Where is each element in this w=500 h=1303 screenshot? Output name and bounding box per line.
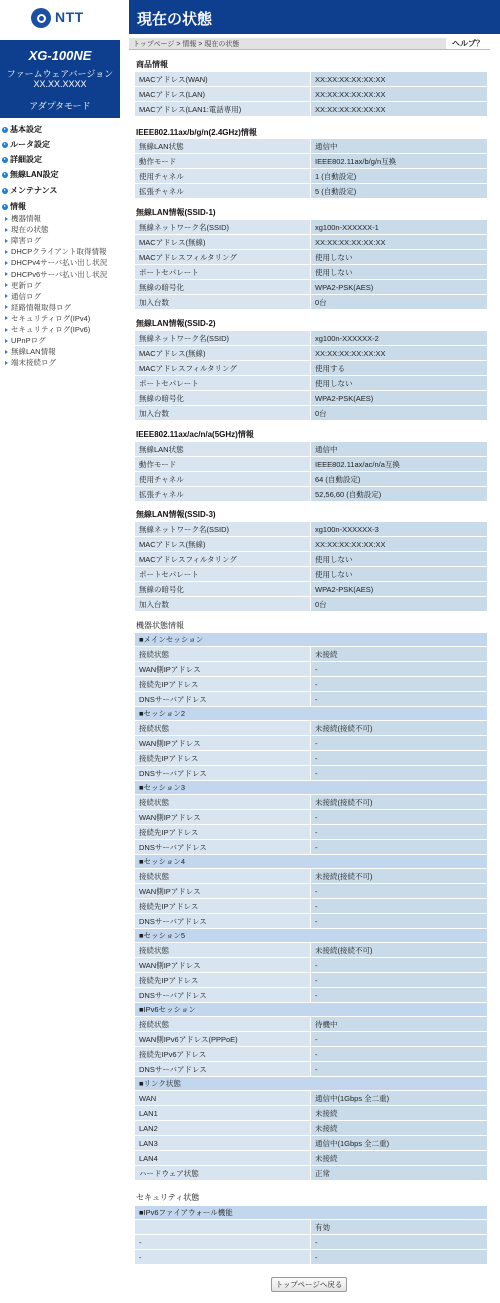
submenu-label: 無線LAN情報 <box>11 347 56 357</box>
submenu-label: 通信ログ <box>11 291 41 301</box>
row-value: 通信中 <box>311 442 488 457</box>
row-label: LAN1 <box>135 1106 311 1121</box>
row-value: XX:XX:XX:XX:XX:XX <box>311 537 488 552</box>
row-value: - <box>311 1250 488 1265</box>
row-label: WAN <box>135 1091 311 1106</box>
subsection-header-row <box>135 1206 488 1220</box>
logo-text: NTT <box>55 9 84 25</box>
row-value: 使用しない <box>311 567 488 582</box>
row-label: 接続先IPアドレス <box>135 825 311 840</box>
row-value: 通信中(1Gbps 全二重) <box>311 1091 488 1106</box>
triangle-right-icon <box>5 272 8 276</box>
section-title: セキュリティ状態 <box>136 1193 200 1202</box>
row-label: 加入台数 <box>135 295 311 310</box>
row-value: 未接続 <box>311 647 488 662</box>
row-label: 使用チャネル <box>135 472 311 487</box>
menu-wireless-settings[interactable] <box>2 169 58 180</box>
row-value: 未接続 <box>311 1151 488 1166</box>
table-row <box>135 376 488 391</box>
row-label: 動作モード <box>135 457 311 472</box>
table-row <box>135 958 488 973</box>
table-row <box>135 1250 488 1265</box>
table-row <box>135 795 488 810</box>
menu-label: メンテナンス <box>10 186 58 195</box>
table-row <box>135 692 488 707</box>
table-row <box>135 1166 488 1181</box>
table-row <box>135 522 488 537</box>
row-label: WAN側IPアドレス <box>135 736 311 751</box>
row-value: - <box>311 766 488 781</box>
row-label: WAN側IPアドレス <box>135 662 311 677</box>
row-label: ハードウェア状態 <box>135 1166 311 1181</box>
table-row <box>135 677 488 692</box>
row-label: 接続先IPアドレス <box>135 973 311 988</box>
submenu-item[interactable] <box>5 335 46 346</box>
triangle-right-icon <box>5 294 8 298</box>
status-table <box>134 330 488 421</box>
table-row <box>135 1235 488 1250</box>
table-row <box>135 472 488 487</box>
table-row <box>135 331 488 346</box>
row-value: XX:XX:XX:XX:XX:XX <box>311 102 488 117</box>
row-label: 拡張チャネル <box>135 487 311 502</box>
submenu-item[interactable] <box>5 213 41 224</box>
row-value: 通信中 <box>311 139 488 154</box>
triangle-right-icon <box>5 239 8 243</box>
row-label: 無線LAN状態 <box>135 139 311 154</box>
row-value: 使用しない <box>311 376 488 391</box>
row-label <box>135 1220 311 1235</box>
row-value: 未接続 <box>311 1121 488 1136</box>
table-row <box>135 72 488 87</box>
row-label: 拡張チャネル <box>135 184 311 199</box>
help-link[interactable]: ヘルプ？ <box>446 38 490 49</box>
table-row <box>135 184 488 199</box>
row-value: 未接続(接続不可) <box>311 869 488 884</box>
row-label: 加入台数 <box>135 597 311 612</box>
row-value: - <box>311 825 488 840</box>
row-label: WAN側IPv6アドレス(PPPoE) <box>135 1032 311 1047</box>
row-label: DNSサーバアドレス <box>135 914 311 929</box>
table-row <box>135 721 488 736</box>
subsection-header-row <box>135 1077 488 1091</box>
menu-label: 無線LAN設定 <box>10 170 59 179</box>
table-row <box>135 265 488 280</box>
section-title: 無線LAN情報(SSID-2) <box>136 319 216 328</box>
table-row <box>135 582 488 597</box>
row-value: XX:XX:XX:XX:XX:XX <box>311 235 488 250</box>
row-value: - <box>311 958 488 973</box>
row-value: 未接続 <box>311 1106 488 1121</box>
table-row <box>135 567 488 582</box>
submenu-item[interactable] <box>5 291 41 302</box>
row-value: - <box>311 840 488 855</box>
row-label: WAN側IPアドレス <box>135 958 311 973</box>
row-label: 接続先IPv6アドレス <box>135 1047 311 1062</box>
menu-router-settings[interactable] <box>2 139 50 150</box>
submenu-item[interactable] <box>5 357 56 368</box>
submenu-label: 現在の状態 <box>11 225 49 235</box>
row-label: LAN2 <box>135 1121 311 1136</box>
row-label: MACアドレスフィルタリング <box>135 552 311 567</box>
row-label: 接続先IPアドレス <box>135 899 311 914</box>
submenu-item[interactable] <box>5 235 41 246</box>
row-value: xg100n-XXXXXX-2 <box>311 331 488 346</box>
table-row <box>135 1062 488 1077</box>
menu-label: ルータ設定 <box>10 140 50 149</box>
table-row <box>135 442 488 457</box>
row-label: 接続先IPアドレス <box>135 751 311 766</box>
table-row <box>135 1121 488 1136</box>
subsection-header-row <box>135 1003 488 1017</box>
row-label: 接続状態 <box>135 943 311 958</box>
row-value: 52,56,60 (自動設定) <box>311 487 488 502</box>
table-row <box>135 840 488 855</box>
submenu-label: セキュリティログ(IPv4) <box>11 313 91 323</box>
row-label: DNSサーバアドレス <box>135 988 311 1003</box>
submenu-item[interactable] <box>5 257 107 268</box>
table-row <box>135 810 488 825</box>
arrow-circle-icon <box>2 127 8 133</box>
table-row <box>135 869 488 884</box>
row-value: 64 (自動設定) <box>311 472 488 487</box>
row-label: MACアドレス(LAN1:電話専用) <box>135 102 311 117</box>
table-row <box>135 235 488 250</box>
row-label: MACアドレスフィルタリング <box>135 361 311 376</box>
row-value: - <box>311 988 488 1003</box>
submenu-item[interactable] <box>5 224 49 235</box>
firmware-version: XX.XX.XXXX <box>33 79 87 89</box>
submenu-item[interactable] <box>5 269 107 280</box>
menu-label: 基本設定 <box>10 125 42 134</box>
page-header <box>129 0 500 34</box>
submenu-item[interactable] <box>5 346 56 357</box>
row-value: - <box>311 1235 488 1250</box>
row-value: - <box>311 692 488 707</box>
row-value: 使用しない <box>311 552 488 567</box>
row-value: WPA2-PSK(AES) <box>311 582 488 597</box>
row-value: 未接続(接続不可) <box>311 795 488 810</box>
row-value: 正常 <box>311 1166 488 1181</box>
triangle-right-icon <box>5 316 8 320</box>
triangle-right-icon <box>5 250 8 254</box>
table-row <box>135 1151 488 1166</box>
row-label: 無線LAN状態 <box>135 442 311 457</box>
row-value: 未接続(接続不可) <box>311 721 488 736</box>
table-row <box>135 884 488 899</box>
row-value: 使用しない <box>311 265 488 280</box>
row-label: 接続状態 <box>135 795 311 810</box>
row-value: - <box>311 884 488 899</box>
row-label: DNSサーバアドレス <box>135 766 311 781</box>
arrow-circle-icon <box>2 188 8 194</box>
table-row <box>135 597 488 612</box>
subsection-header: ■セッション2 <box>135 707 488 721</box>
submenu-label: DHCPv6サーバ払い出し状況 <box>11 269 108 279</box>
section-title: IEEE802.11ax/b/g/n(2.4GHz)情報 <box>136 128 257 137</box>
row-value: - <box>311 1032 488 1047</box>
table-row <box>135 1220 488 1235</box>
row-label: MACアドレス(WAN) <box>135 72 311 87</box>
row-value: 有効 <box>311 1220 488 1235</box>
table-row <box>135 457 488 472</box>
row-label: 接続状態 <box>135 647 311 662</box>
table-row <box>135 914 488 929</box>
row-value: 1 (自動設定) <box>311 169 488 184</box>
subsection-header: ■セッション5 <box>135 929 488 943</box>
row-label: MACアドレス(LAN) <box>135 87 311 102</box>
subsection-header-row <box>135 707 488 721</box>
row-label: WAN側IPアドレス <box>135 810 311 825</box>
row-label: 無線ネットワーク名(SSID) <box>135 522 311 537</box>
section-title: 商品情報 <box>136 60 168 69</box>
triangle-right-icon <box>5 261 8 265</box>
submenu-label: 更新ログ <box>11 280 41 290</box>
row-label: - <box>135 1250 311 1265</box>
table-row <box>135 537 488 552</box>
row-value: - <box>311 810 488 825</box>
row-label: 無線ネットワーク名(SSID) <box>135 331 311 346</box>
row-label: MACアドレス(無線) <box>135 235 311 250</box>
triangle-right-icon <box>5 283 8 287</box>
row-label: DNSサーバアドレス <box>135 1062 311 1077</box>
table-row <box>135 647 488 662</box>
row-value: 5 (自動設定) <box>311 184 488 199</box>
table-row <box>135 1047 488 1062</box>
section-title: 無線LAN情報(SSID-1) <box>136 208 216 217</box>
row-label: MACアドレス(無線) <box>135 537 311 552</box>
table-row <box>135 736 488 751</box>
submenu-label: DHCPv4サーバ払い出し状況 <box>11 258 108 268</box>
row-label: MACアドレス(無線) <box>135 346 311 361</box>
section-title: 機器状態情報 <box>136 621 184 630</box>
table-row <box>135 102 488 117</box>
menu-maintenance[interactable] <box>2 185 57 196</box>
subsection-header-row <box>135 633 488 647</box>
row-value: - <box>311 1047 488 1062</box>
arrow-circle-icon <box>2 172 8 178</box>
row-label: DNSサーバアドレス <box>135 692 311 707</box>
row-value: IEEE802.11ax/ac/n/a互換 <box>311 457 488 472</box>
row-label: 接続状態 <box>135 721 311 736</box>
row-value: 0台 <box>311 597 488 612</box>
row-value: - <box>311 751 488 766</box>
subsection-header: ■IPv6セッション <box>135 1003 488 1017</box>
row-label: 接続先IPアドレス <box>135 677 311 692</box>
submenu-label: 障害ログ <box>11 236 41 246</box>
menu-label: 詳細設定 <box>10 155 42 164</box>
status-table <box>134 1205 488 1265</box>
row-label: 加入台数 <box>135 406 311 421</box>
status-table <box>134 71 488 117</box>
table-row <box>135 154 488 169</box>
submenu-label: 経路情報取得ログ <box>11 302 71 312</box>
table-row <box>135 1032 488 1047</box>
row-value: - <box>311 914 488 929</box>
triangle-right-icon <box>5 305 8 309</box>
table-row <box>135 346 488 361</box>
row-label: ポートセパレート <box>135 265 311 280</box>
table-row <box>135 899 488 914</box>
subsection-header: ■セッション4 <box>135 855 488 869</box>
subsection-header: ■IPv6ファイアウォール機能 <box>135 1206 488 1220</box>
triangle-right-icon <box>5 361 8 365</box>
table-row <box>135 1091 488 1106</box>
submenu-label: UPnPログ <box>11 336 46 346</box>
operation-mode: アダプタモード <box>29 101 91 111</box>
subsection-header-row <box>135 781 488 795</box>
logo <box>0 0 120 38</box>
triangle-right-icon <box>5 328 8 332</box>
arrow-circle-icon <box>2 157 8 163</box>
table-row <box>135 1106 488 1121</box>
row-label: DNSサーバアドレス <box>135 840 311 855</box>
subsection-header-row <box>135 929 488 943</box>
row-label: 無線の暗号化 <box>135 582 311 597</box>
row-label: ポートセパレート <box>135 567 311 582</box>
row-value: XX:XX:XX:XX:XX:XX <box>311 87 488 102</box>
row-value: WPA2-PSK(AES) <box>311 391 488 406</box>
submenu-item[interactable] <box>5 302 71 313</box>
row-value: - <box>311 736 488 751</box>
back-to-top-button[interactable]: トップページへ戻る <box>271 1277 347 1292</box>
table-row <box>135 280 488 295</box>
section-title: 無線LAN情報(SSID-3) <box>136 510 216 519</box>
submenu-label: DHCPクライアント取得情報 <box>11 247 107 257</box>
triangle-right-icon <box>5 217 8 221</box>
row-label: WAN側IPアドレス <box>135 884 311 899</box>
table-row <box>135 295 488 310</box>
row-value: - <box>311 973 488 988</box>
status-table <box>134 219 488 310</box>
table-row <box>135 988 488 1003</box>
submenu-label: セキュリティログ(IPv6) <box>11 325 91 334</box>
table-row <box>135 552 488 567</box>
row-label: LAN3 <box>135 1136 311 1151</box>
row-value: 待機中 <box>311 1017 488 1032</box>
breadcrumb: トップページ > 情報 > 現在の状態 <box>133 41 240 48</box>
row-label: 動作モード <box>135 154 311 169</box>
row-label: 無線の暗号化 <box>135 280 311 295</box>
triangle-right-icon <box>5 339 8 343</box>
status-table <box>134 521 488 612</box>
row-label: MACアドレスフィルタリング <box>135 250 311 265</box>
table-row <box>135 487 488 502</box>
row-label: LAN4 <box>135 1151 311 1166</box>
row-value: XX:XX:XX:XX:XX:XX <box>311 346 488 361</box>
row-value: - <box>311 1062 488 1077</box>
row-value: 未接続(接続不可) <box>311 943 488 958</box>
arrow-circle-icon <box>2 204 8 210</box>
submenu-item[interactable] <box>5 313 90 324</box>
ntt-logo-icon <box>31 8 51 28</box>
row-value: - <box>311 677 488 692</box>
row-label: 使用チャネル <box>135 169 311 184</box>
status-table <box>134 138 488 199</box>
table-row <box>135 973 488 988</box>
firmware-label: ファームウェアバージョン <box>6 69 114 79</box>
menu-basic-settings[interactable] <box>2 124 42 135</box>
section-title: IEEE802.11ax/ac/n/a(5GHz)情報 <box>136 430 254 439</box>
table-row <box>135 220 488 235</box>
row-value: WPA2-PSK(AES) <box>311 280 488 295</box>
row-value: xg100n-XXXXXX-1 <box>311 220 488 235</box>
row-value: 使用しない <box>311 250 488 265</box>
row-value: IEEE802.11ax/b/g/n互換 <box>311 154 488 169</box>
row-value: 0台 <box>311 295 488 310</box>
model-name: XG-100NE <box>28 48 92 63</box>
row-label: 無線ネットワーク名(SSID) <box>135 220 311 235</box>
status-table <box>134 632 488 1181</box>
row-value: - <box>311 899 488 914</box>
row-label: 接続状態 <box>135 1017 311 1032</box>
table-row <box>135 1017 488 1032</box>
row-value: - <box>311 662 488 677</box>
triangle-right-icon <box>5 228 8 232</box>
table-row <box>135 766 488 781</box>
row-label: ポートセパレート <box>135 376 311 391</box>
menu-information[interactable] <box>2 201 26 212</box>
arrow-circle-icon <box>2 142 8 148</box>
table-row <box>135 139 488 154</box>
table-row <box>135 169 488 184</box>
row-value: xg100n-XXXXXX-3 <box>311 522 488 537</box>
triangle-right-icon <box>5 350 8 354</box>
submenu-label: 端末接続ログ <box>11 358 56 368</box>
table-row <box>135 751 488 766</box>
breadcrumb-bar <box>129 38 490 50</box>
table-row <box>135 825 488 840</box>
submenu-item[interactable] <box>5 280 41 291</box>
row-label: - <box>135 1235 311 1250</box>
table-row <box>135 250 488 265</box>
status-table <box>134 441 488 502</box>
row-value: 使用する <box>311 361 488 376</box>
menu-label: 情報 <box>10 202 26 211</box>
row-label: 無線の暗号化 <box>135 391 311 406</box>
subsection-header: ■セッション3 <box>135 781 488 795</box>
table-row <box>135 361 488 376</box>
row-value: XX:XX:XX:XX:XX:XX <box>311 72 488 87</box>
left-panel <box>0 0 120 1303</box>
table-row <box>135 943 488 958</box>
table-row <box>135 1136 488 1151</box>
subsection-header: ■リンク状態 <box>135 1077 488 1091</box>
table-row <box>135 406 488 421</box>
row-value: 0台 <box>311 406 488 421</box>
page-title: 現在の状態 <box>137 11 213 28</box>
table-row <box>135 87 488 102</box>
subsection-header-row <box>135 855 488 869</box>
submenu-item[interactable] <box>5 246 107 257</box>
submenu-label: 機器情報 <box>11 214 41 223</box>
device-info-panel <box>0 40 120 118</box>
table-row <box>135 662 488 677</box>
menu-advanced-settings[interactable] <box>2 154 42 165</box>
submenu-item[interactable] <box>5 324 90 335</box>
table-row <box>135 391 488 406</box>
subsection-header: ■メインセッション <box>135 633 488 647</box>
row-label: 接続状態 <box>135 869 311 884</box>
row-value: 通信中(1Gbps 全二重) <box>311 1136 488 1151</box>
